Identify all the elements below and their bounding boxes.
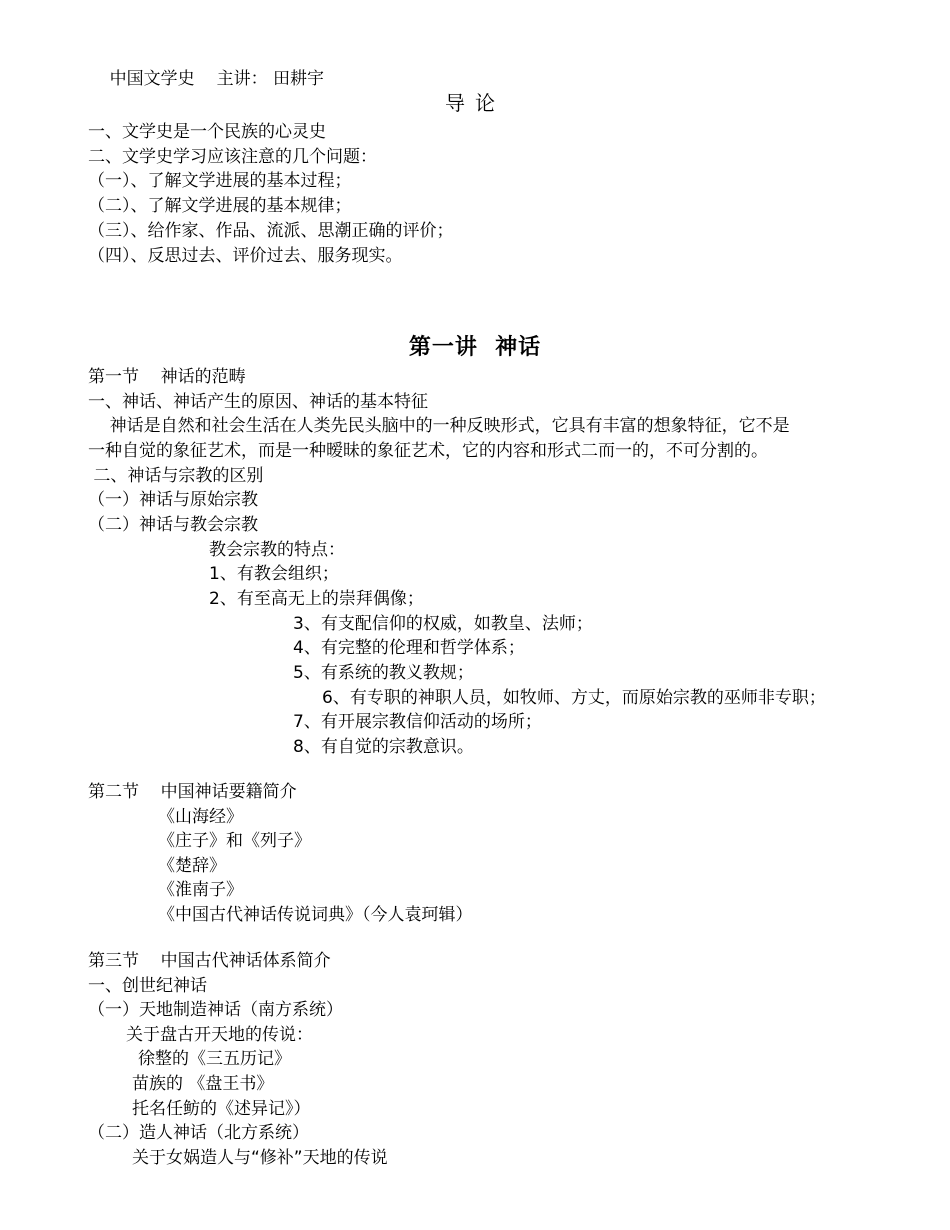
section-heading: 第一节 神话的范畴 <box>88 367 246 387</box>
book-item: 《庄子》和《列子》 <box>158 831 311 851</box>
lecturer-name: 主讲： 田耕宇 <box>216 69 325 89</box>
paragraph-line: 神话是自然和社会生活在人类先民头脑中的一种反映形式，它具有丰富的想象特征，它不是 <box>88 416 790 436</box>
feature-item: 7、有开展宗教信仰活动的场所； <box>293 712 542 732</box>
legend-title: 关于盘古开天地的传说： <box>126 1025 313 1045</box>
book-item: 《淮南子》 <box>158 880 243 900</box>
feature-item: 6、有专职的神职人员，如牧师、方丈，而原始宗教的巫师非专职； <box>322 688 826 708</box>
section-heading: 第二节 中国神话要籍简介 <box>88 782 297 802</box>
source-item: 托名任鲂的《述异记》） <box>132 1099 311 1119</box>
intro-title: 导论 <box>445 91 505 115</box>
feature-item: 2、有至高无上的崇拜偶像； <box>209 589 424 609</box>
feature-item: 4、有完整的伦理和哲学体系； <box>293 638 525 658</box>
feature-item: 3、有支配信仰的权威，如教皇、法师； <box>293 614 593 634</box>
feature-item: 1、有教会组织； <box>209 564 339 584</box>
lecture-title: 第一讲 神话 <box>408 335 542 360</box>
source-item: 徐整的《三五历记》 <box>138 1049 291 1069</box>
intro-item: （一）、了解文学进展的基本过程； <box>88 171 352 191</box>
subheading: （一）天地制造神话（南方系统） <box>88 1000 343 1020</box>
intro-item: 二、文学史学习应该注意的几个问题： <box>88 147 377 167</box>
book-item: 《山海经》 <box>158 807 243 827</box>
legend-title: 关于女娲造人与“修补”天地的传说 <box>132 1148 388 1168</box>
intro-item: 一、文学史是一个民族的心灵史 <box>88 122 326 142</box>
source-item: 苗族的 《盘王书》 <box>132 1074 274 1094</box>
feature-item: 5、有系统的教义教规； <box>293 663 474 683</box>
book-item: 《楚辞》 <box>158 856 226 876</box>
intro-item: （二）、了解文学进展的基本规律； <box>88 196 352 216</box>
course-title: 中国文学史 <box>109 69 195 89</box>
subheading: 二、神话与宗教的区别 <box>88 466 264 486</box>
features-title: 教会宗教的特点： <box>209 540 345 560</box>
subheading: （二）造人神话（北方系统） <box>88 1123 309 1143</box>
subheading: 一、创世纪神话 <box>88 976 207 996</box>
intro-item: （四）、反思过去、评价过去、服务现实。 <box>88 246 403 266</box>
subheading: （二）神话与教会宗教 <box>88 515 258 535</box>
book-item: 《中国古代神话传说词典》（今人袁珂辑） <box>158 905 473 925</box>
subheading: （一）神话与原始宗教 <box>88 490 258 510</box>
section-heading: 第三节 中国古代神话体系简介 <box>88 951 331 971</box>
paragraph-line: 一种自觉的象征艺术，而是一种暧昧的象征艺术，它的内容和形式二而一的，不可分割的。 <box>88 441 768 461</box>
intro-item: （三）、给作家、作品、流派、思潮正确的评价； <box>88 221 454 241</box>
subheading: 一、神话、神话产生的原因、神话的基本特征 <box>88 392 428 412</box>
feature-item: 8、有自觉的宗教意识。 <box>293 737 474 757</box>
